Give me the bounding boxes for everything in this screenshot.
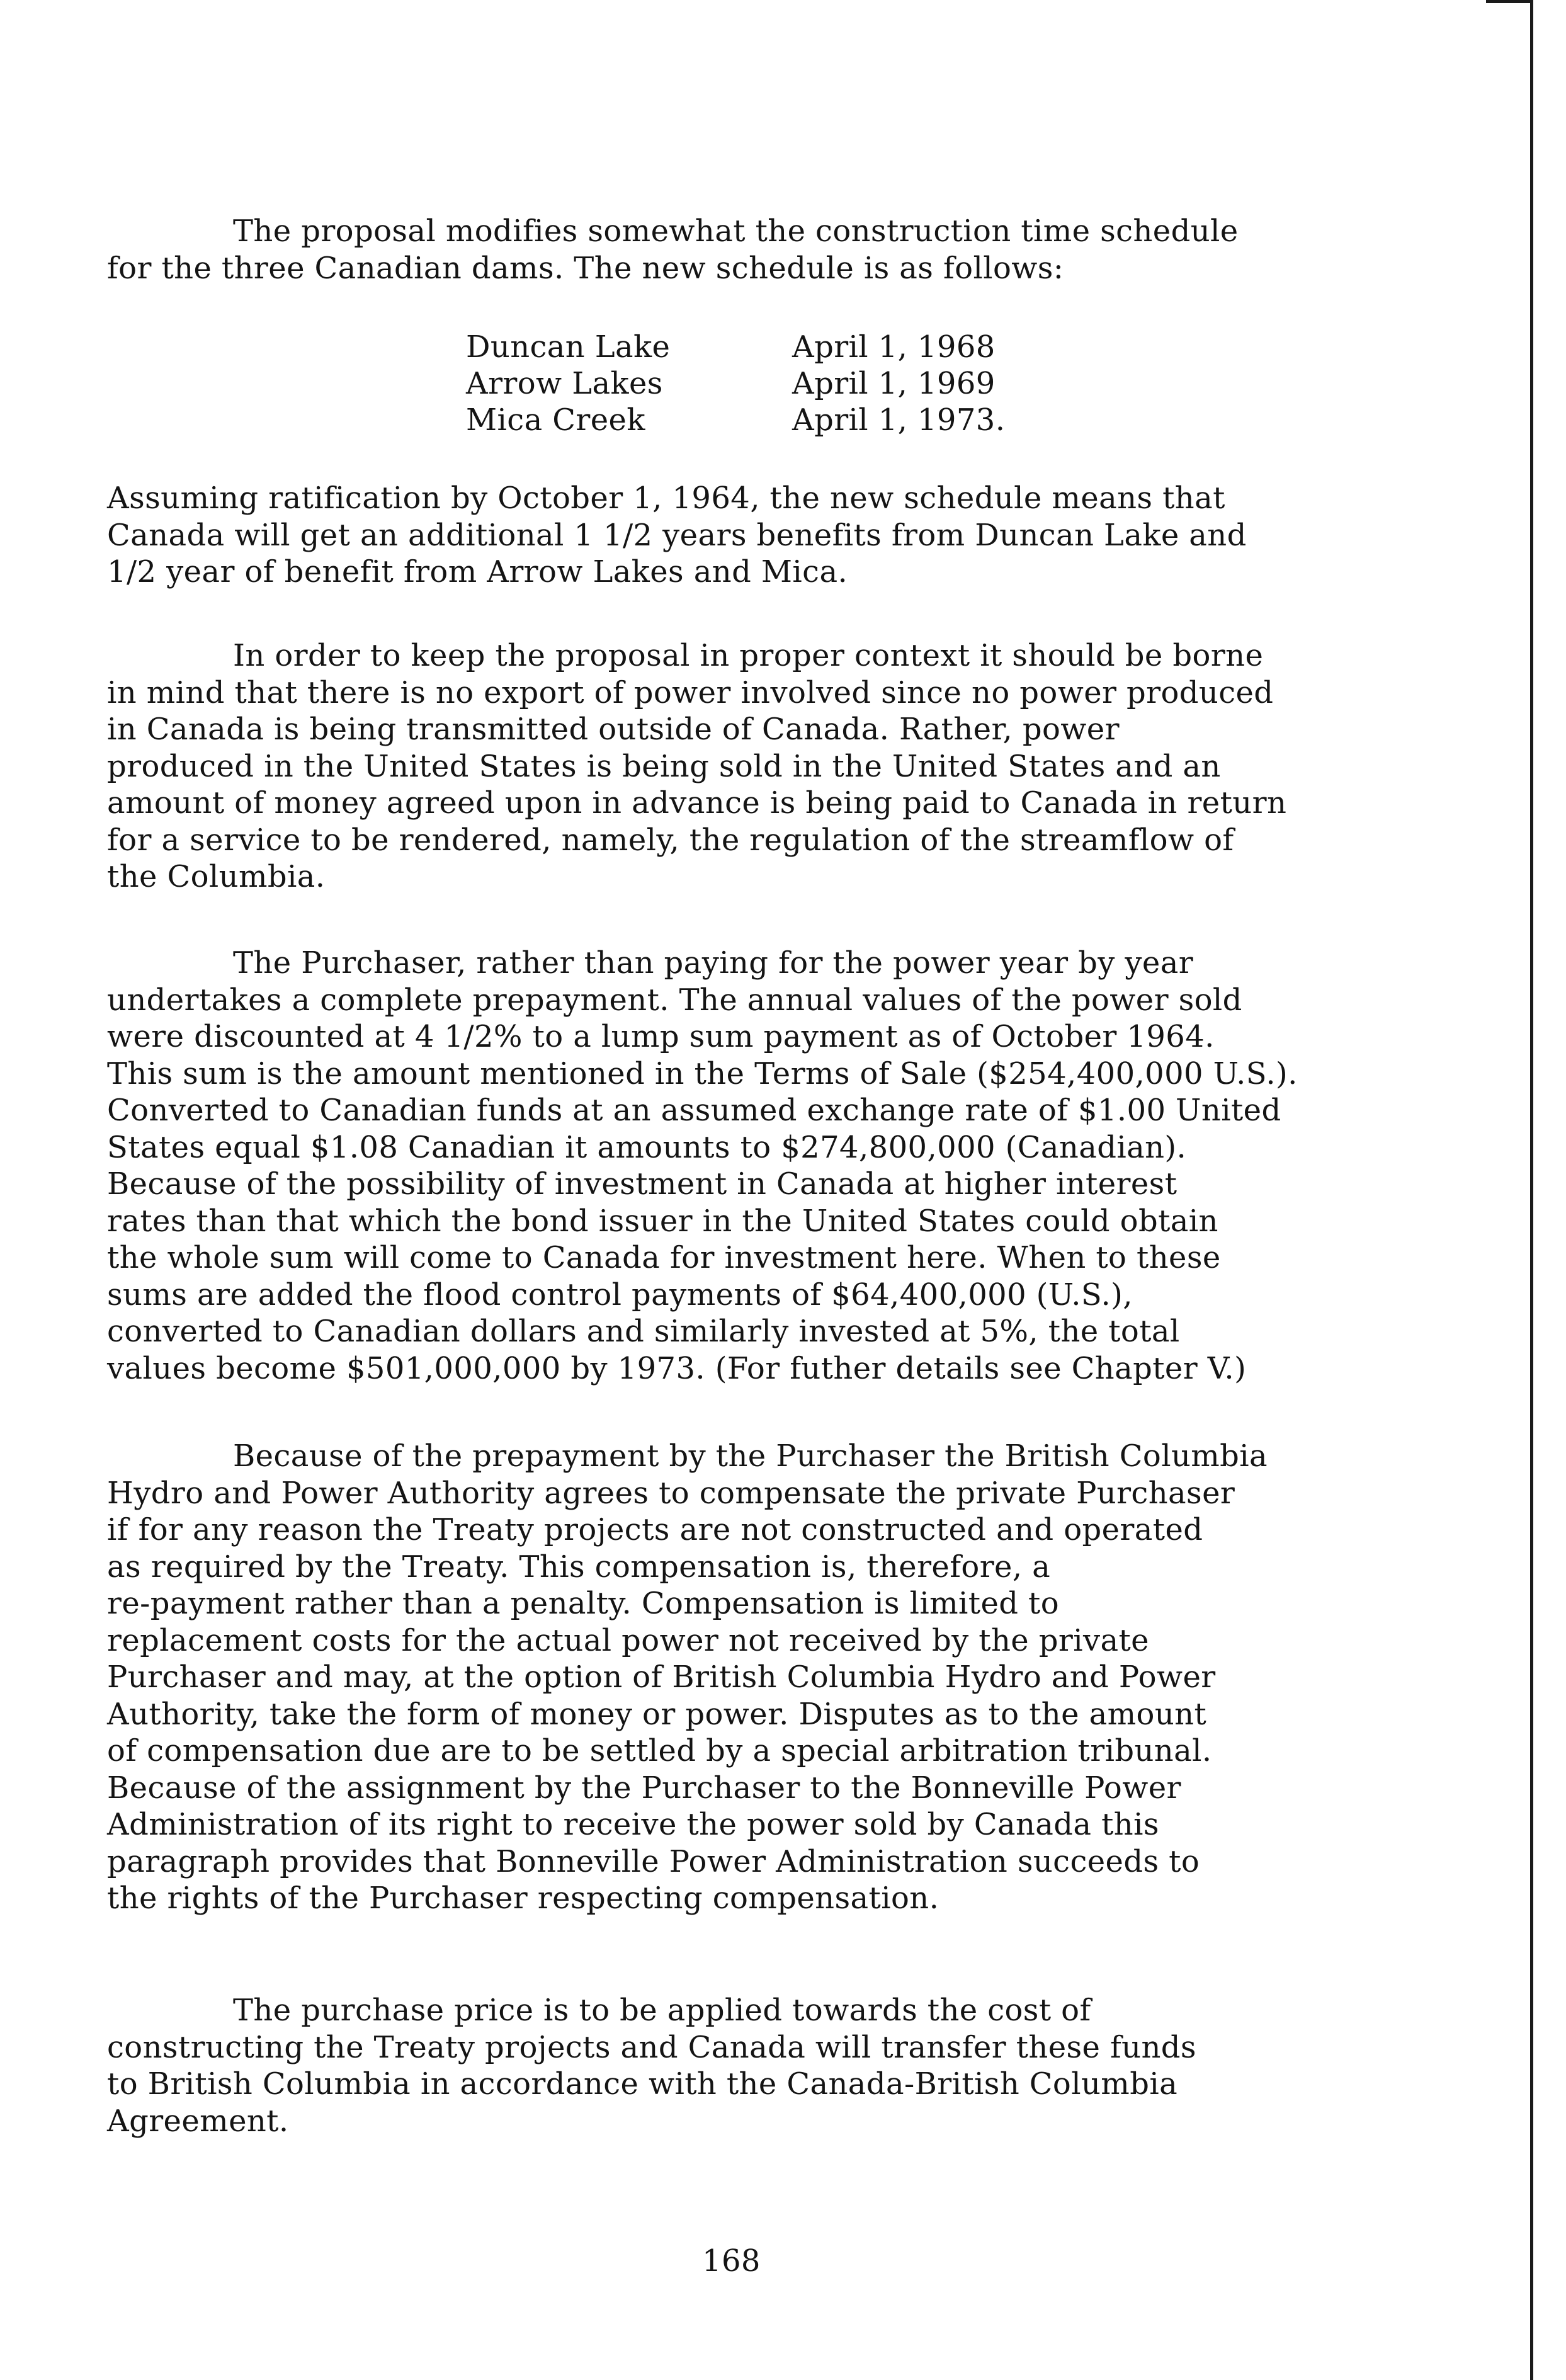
text-line: replacement costs for the actual power not received by the private — [107, 1622, 1149, 1658]
text-line: Because of the possibility of investment in Canada at higher interest — [107, 1166, 1177, 1202]
completion-date: April 1, 1968 — [792, 329, 996, 365]
paragraph-compensation — [107, 1438, 1366, 1980]
dam-name: Duncan Lake — [466, 329, 671, 365]
text-line: the rights of the Purchaser respecting compensation. — [107, 1881, 939, 1916]
text-line: paragraph provides that Bonneville Power Administration succeeds to — [107, 1843, 1200, 1879]
page-number: 168 — [702, 2243, 761, 2279]
paragraph-context — [107, 637, 1366, 959]
text-line: States equal $1.08 Canadian it amounts to $274,800,000 (Canadian). — [107, 1129, 1187, 1165]
text-line: Assuming ratification by October 1, 1964, the new schedule means that — [107, 481, 1225, 516]
text-line: rates than that which the bond issuer in the United States could obtain — [107, 1203, 1218, 1239]
text-line: Agreement. — [107, 2103, 289, 2139]
text-line: undertakes a complete prepayment. The annual values of the power sold — [107, 982, 1242, 1018]
text-line: in mind that there is no export of power involved since no power produced — [107, 675, 1274, 710]
text-line: for the three Canadian dams. The new schedule is as follows: — [107, 250, 1064, 286]
completion-date: April 1, 1973. — [792, 402, 1006, 438]
text-line: In order to keep the proposal in proper context it should be borne — [233, 638, 1264, 673]
text-line: if for any reason the Treaty projects are not constructed and operated — [107, 1512, 1203, 1547]
text-line: Because of the prepayment by the Purchaser the British Columbia — [233, 1438, 1268, 1474]
text-line: Canada will get an additional 1 1/2 years benefits from Duncan Lake and — [107, 517, 1247, 553]
text-line: Purchaser and may, at the option of British Columbia Hydro and Power — [107, 1660, 1216, 1695]
text-line: Authority, take the form of money or power. Disputes as to the amount — [107, 1696, 1207, 1732]
text-line: re-payment rather than a penalty. Compensation is limited to — [107, 1586, 1060, 1621]
text-line: amount of money agreed upon in advance is being paid to Canada in return — [107, 785, 1287, 821]
text-line: The proposal modifies somewhat the construction time schedule — [233, 214, 1239, 249]
page-corner-rule — [1486, 0, 1533, 3]
page-edge-rule — [1530, 0, 1533, 2380]
text-line: to British Columbia in accordance with the Canada-British Columbia — [107, 2066, 1178, 2102]
text-line: in Canada is being transmitted outside of Canada. Rather, power — [107, 712, 1120, 747]
paragraph-purchase-price — [107, 1992, 1366, 2202]
text-line: converted to Canadian dollars and similarly invested at 5%, the total — [107, 1314, 1180, 1349]
text-line: the Columbia. — [107, 859, 326, 894]
text-line: produced in the United States is being sold in the United States and an — [107, 748, 1221, 784]
text-line: Converted to Canadian funds at an assumed exchange rate of $1.00 United — [107, 1093, 1281, 1128]
text-line: This sum is the amount mentioned in the Terms of Sale ($254,400,000 U.S.). — [107, 1056, 1298, 1091]
text-line: Administration of its right to receive the power sold by Canada this — [107, 1807, 1159, 1842]
text-line: Because of the assignment by the Purchaser to the Bonneville Power — [107, 1770, 1181, 1806]
dam-name: Mica Creek — [466, 402, 645, 438]
text-line: 1/2 year of benefit from Arrow Lakes and Mica. — [107, 554, 848, 589]
dam-schedule-table — [466, 329, 1005, 438]
text-line: for a service to be rendered, namely, the regulation of the streamflow of — [107, 822, 1234, 858]
text-line: values become $501,000,000 by 1973. (For futher details see Chapter V.) — [107, 1350, 1247, 1386]
text-line: the whole sum will come to Canada for investment here. When to these — [107, 1240, 1221, 1275]
dam-name: Arrow Lakes — [466, 366, 663, 401]
text-line: The purchase price is to be applied towards the cost of — [233, 1993, 1091, 2028]
text-line: The Purchaser, rather than paying for the power year by year — [233, 945, 1194, 981]
text-line: were discounted at 4 1/2% to a lump sum payment as of October 1964. — [107, 1019, 1215, 1054]
paragraph-prepayment — [107, 945, 1366, 1450]
paragraph-ratification — [107, 480, 1366, 654]
text-line: sums are added the flood control payments of $64,400,000 (U.S.), — [107, 1277, 1133, 1312]
text-line: as required by the Treaty. This compensation is, therefore, a — [107, 1549, 1051, 1585]
text-line: of compensation due are to be settled by a special arbitration tribunal. — [107, 1733, 1212, 1768]
schedule-row — [466, 365, 1005, 402]
completion-date: April 1, 1969 — [792, 366, 996, 401]
text-line: Hydro and Power Authority agrees to compensate the private Purchaser — [107, 1475, 1235, 1511]
schedule-row — [466, 329, 1005, 365]
text-line: constructing the Treaty projects and Canada will transfer these funds — [107, 2029, 1196, 2065]
schedule-row — [466, 402, 1005, 438]
